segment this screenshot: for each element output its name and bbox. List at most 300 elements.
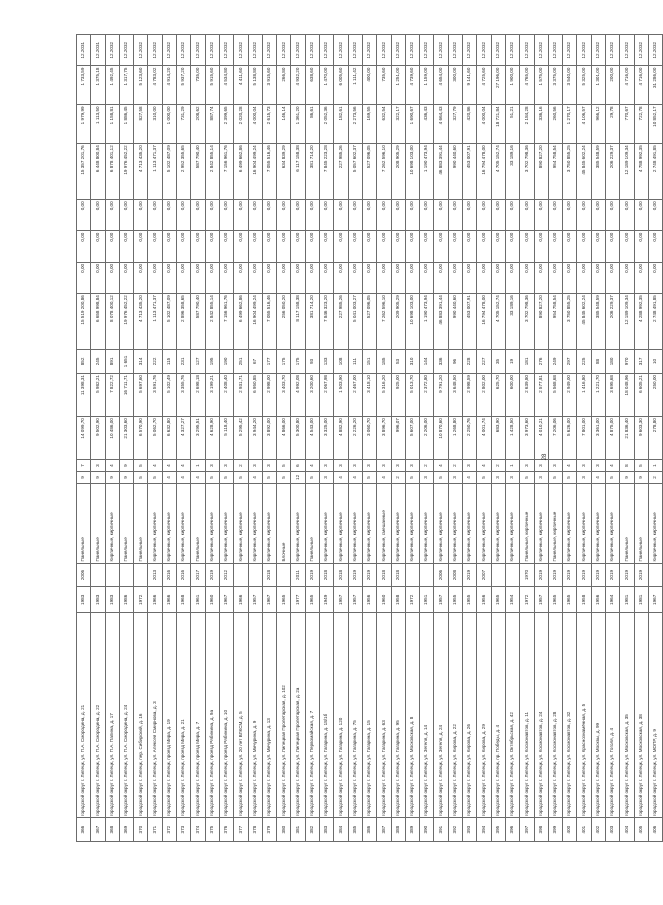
- table-row: [477, 35, 491, 842]
- table-cell: 0,00: [591, 200, 605, 231]
- table-cell: 0,00: [119, 231, 133, 262]
- table-cell: 0,00: [448, 262, 462, 293]
- table-cell: городской округ г. Липецк, проезд Рябинина, д. 9а: [205, 613, 219, 818]
- table-cell: Кирпичные, кирпичные: [420, 483, 434, 563]
- table-cell: 5 325,00: [577, 66, 591, 105]
- table-cell: городской округ г. Липецк, пр. Победы, д. 4: [491, 613, 505, 818]
- table-cell: [505, 563, 519, 587]
- table-cell: 0,00: [162, 200, 176, 231]
- table-cell: 527 096,05: [362, 144, 376, 200]
- table-cell: 4 534,80: [219, 66, 233, 105]
- table-cell: 2 842 855,14: [205, 144, 219, 200]
- table-cell: 1 428,50: [505, 416, 519, 459]
- table-cell: 1961: [191, 587, 205, 613]
- table-cell: 3 403,70: [277, 373, 291, 416]
- table-cell: 5 102 487,09: [162, 294, 176, 350]
- table-cell: 12.2032: [577, 35, 591, 66]
- table-cell: 4 992,08: [291, 373, 305, 416]
- table-cell: 1 690,67: [405, 105, 419, 144]
- table-cell: 0,00: [277, 231, 291, 262]
- table-cell: 0,00: [477, 200, 491, 231]
- table-row: [320, 35, 334, 842]
- table-cell: 2 226,20: [348, 416, 362, 459]
- table-cell: 1957: [348, 587, 362, 613]
- table-cell: 12.2032: [291, 35, 305, 66]
- table-cell: 453 007,91: [463, 144, 477, 200]
- table-row: [134, 35, 148, 842]
- table-cell: 0,00: [119, 262, 133, 293]
- table-cell: 1 733,59: [77, 66, 91, 105]
- table-row: [277, 35, 291, 842]
- table-cell: 1983: [77, 587, 91, 613]
- table-cell: 0,00: [362, 200, 376, 231]
- table-cell: 374: [191, 818, 205, 842]
- table-cell: 5: [305, 471, 319, 483]
- table-cell: 3: [534, 460, 548, 472]
- table-cell: 1 159,00: [420, 66, 434, 105]
- table-cell: 4 106,57: [577, 105, 591, 144]
- table-cell: 0,00: [391, 200, 405, 231]
- table-cell: [234, 563, 248, 587]
- table-cell: 6 448 800,84: [91, 144, 105, 200]
- table-cell: 4: [591, 471, 605, 483]
- table-cell: 4 713 435,20: [134, 294, 148, 350]
- table-cell: 0,00: [605, 200, 619, 231]
- table-cell: 12.2032: [405, 35, 419, 66]
- table-cell: 4 765,00: [520, 66, 534, 105]
- table-cell: 373: [177, 818, 191, 842]
- table-cell: 2 748 491,85: [648, 294, 662, 350]
- table-cell: Кирпичные, кирпичные: [334, 483, 348, 563]
- table-cell: городской округ г. Липецк, ул. 20 лет ВЛКСМ, д. 5: [234, 613, 248, 818]
- table-cell: [277, 563, 291, 587]
- table-cell: 33 189,16: [505, 294, 519, 350]
- table-cell: 400,00: [362, 66, 376, 105]
- table-row: [605, 35, 619, 842]
- table-cell: городской округ г. Липецк, ул. Гагарина, д. 75: [348, 613, 362, 818]
- table-cell: 0,00: [248, 200, 262, 231]
- table-cell: 8 078 400,12: [105, 294, 119, 350]
- table-cell: 31 286,00: [648, 66, 662, 105]
- table-cell: 625,70: [491, 373, 505, 416]
- table-cell: 1965: [563, 587, 577, 613]
- table-cell: 3: [548, 460, 562, 472]
- table-row: [577, 35, 591, 842]
- table-cell: 388: [391, 818, 405, 842]
- table-cell: 7 262 596,10: [377, 294, 391, 350]
- table-cell: 0,00: [334, 231, 348, 262]
- table-row: [291, 35, 305, 842]
- table-cell: 2 698,18: [191, 373, 205, 416]
- table-cell: 1 000,00: [162, 105, 176, 144]
- table-cell: 0,00: [362, 231, 376, 262]
- table-row: [262, 35, 276, 842]
- table-cell: городской округ г. Липецк, ул. П.А. Папина, д. 17: [105, 613, 119, 818]
- table-cell: 1 900,00: [505, 66, 519, 105]
- table-cell: 3: [320, 471, 334, 483]
- table-cell: 3: [420, 471, 434, 483]
- table-cell: 1966: [234, 587, 248, 613]
- table-cell: 4 788 992,35: [634, 144, 648, 200]
- table-cell: 0,00: [548, 231, 562, 262]
- page-number: 28: [542, 453, 548, 461]
- table-cell: Кирпичные, кирпичные: [248, 483, 262, 563]
- table-cell: 1960: [377, 587, 391, 613]
- table-cell: 9: [91, 471, 105, 483]
- table-cell: 4 000,04: [477, 105, 491, 144]
- table-cell: 371: [148, 818, 162, 842]
- table-cell: 4: [334, 471, 348, 483]
- table-cell: 404: [620, 818, 634, 842]
- table-cell: 12.2032: [548, 35, 562, 66]
- table-cell: городской округ г. Липецк, проезд Мира, д. 19: [162, 613, 176, 818]
- table-cell: 827,58: [134, 105, 148, 144]
- table-cell: 5: [277, 460, 291, 472]
- table-cell: городской округ г. Липецк, ул. Кирова, д. 26: [463, 613, 477, 818]
- table-cell: 151: [362, 350, 376, 374]
- table-cell: Кирпичные, кирпичные: [463, 483, 477, 563]
- table-cell: 245: [91, 350, 105, 374]
- table-cell: 2 052,36: [320, 105, 334, 144]
- table-cell: 115: [162, 350, 176, 374]
- table-cell: 0,00: [534, 231, 548, 262]
- table-cell: 5: [634, 460, 648, 472]
- table-cell: 1983: [91, 587, 105, 613]
- table-cell: 7 055 516,46: [262, 144, 276, 200]
- table-cell: 385 548,59: [591, 294, 605, 350]
- table-cell: 12.2032: [448, 35, 462, 66]
- table-cell: 0,00: [405, 231, 419, 262]
- table-cell: 3: [219, 460, 233, 472]
- table-cell: 182,61: [334, 105, 348, 144]
- table-cell: 6 499 662,86: [234, 294, 248, 350]
- table-cell: 12.2032: [634, 35, 648, 66]
- table-cell: 372: [162, 818, 176, 842]
- table-cell: 0,00: [477, 262, 491, 293]
- table-cell: 0,00: [219, 262, 233, 293]
- table-cell: 5: [605, 471, 619, 483]
- table-cell: городской округ г. Липецк, ул. Октябрьская, д. 42: [505, 613, 519, 818]
- table-cell: 21 836,40: [620, 416, 634, 459]
- table-row: [463, 35, 477, 842]
- table-cell: 53: [391, 350, 405, 374]
- table-cell: 2: [491, 460, 505, 472]
- table-cell: 2016: [162, 563, 176, 587]
- table-cell: 0,00: [219, 231, 233, 262]
- table-cell: Кирпичные, кирпичные: [177, 483, 191, 563]
- table-cell: 3: [320, 460, 334, 472]
- table-cell: 14 099,70: [77, 416, 91, 459]
- table-cell: 1 111,42: [348, 66, 362, 105]
- table-cell: 0,00: [577, 262, 591, 293]
- table-cell: 3: [377, 460, 391, 472]
- table-cell: 399: [548, 818, 562, 842]
- table-cell: 260,56: [548, 105, 562, 144]
- table-cell: 0,00: [191, 231, 205, 262]
- table-cell: 0,00: [162, 231, 176, 262]
- table-cell: 0,00: [420, 231, 434, 262]
- table-cell: 33 189,16: [505, 144, 519, 200]
- table-cell: 5: [362, 471, 376, 483]
- table-cell: 175: [291, 350, 305, 374]
- table-cell: Кирпичные, кирпичные: [205, 483, 219, 563]
- table-cell: 5 300,80: [291, 416, 305, 459]
- table-cell: 2011: [291, 563, 305, 587]
- table-cell: городской округ г. Липецк, ул. Краснознамённая, д. 5: [577, 613, 591, 818]
- table-cell: Кирпичные, смешанные: [377, 483, 391, 563]
- table-cell: 27 196,00: [491, 66, 505, 105]
- table-cell: 1 268,80: [448, 416, 462, 459]
- table-cell: городской округ г. Липецк, ул. Москвы, д. 99: [591, 613, 605, 818]
- table-cell: Кирпичные, кирпичные: [505, 483, 519, 563]
- table-cell: 0,00: [191, 262, 205, 293]
- table-cell: 16 904 499,24: [248, 294, 262, 350]
- table-cell: 5: [219, 471, 233, 483]
- table-cell: 1 470,00: [320, 66, 334, 105]
- table-cell: 3 540,00: [563, 66, 577, 105]
- table-cell: 0,00: [105, 262, 119, 293]
- table-cell: 5 295,42: [234, 416, 248, 459]
- table-cell: 0,00: [548, 262, 562, 293]
- table-row: [534, 35, 548, 842]
- table-cell: 369: [119, 818, 133, 842]
- table-cell: 12.2031: [77, 35, 91, 66]
- table-cell: 322,17: [391, 105, 405, 144]
- table-cell: 4 705 152,74: [491, 294, 505, 350]
- table-cell: 12.2032: [491, 35, 505, 66]
- table-cell: 3: [491, 471, 505, 483]
- table-cell: 12.2032: [119, 35, 133, 66]
- table-cell: 1960: [205, 587, 219, 613]
- table-cell: 403: [605, 818, 619, 842]
- table-cell: 395: [491, 818, 505, 842]
- table-row: [191, 35, 205, 842]
- table-cell: 2 802,00: [477, 373, 491, 416]
- table-cell: городской округ г. Липецк, ул. Космонавтов, д. 32: [563, 613, 577, 818]
- table-cell: 375: [205, 818, 219, 842]
- table-row: [334, 35, 348, 842]
- table-cell: 3: [448, 471, 462, 483]
- table-cell: 297: [563, 350, 577, 374]
- table-cell: 389: [405, 818, 419, 842]
- table-cell: 0,00: [463, 200, 477, 231]
- table-cell: городской округ г. Липецк, ул. Кирова, д. 22: [448, 613, 462, 818]
- table-cell: 1 375,18: [91, 66, 105, 105]
- table-cell: Кирпичные, кирпичные: [563, 483, 577, 563]
- table-cell: 144: [420, 350, 434, 374]
- table-cell: 2 577,81: [534, 373, 548, 416]
- table-cell: 0,00: [348, 200, 362, 231]
- table-cell: [119, 563, 133, 587]
- table-cell: 4 327,27: [177, 416, 191, 459]
- table-cell: 1 113 471,37: [148, 294, 162, 350]
- table-cell: 406: [648, 818, 662, 842]
- table-cell: 0,00: [434, 262, 448, 293]
- table-cell: 0,00: [448, 200, 462, 231]
- table-cell: 990 440,60: [448, 294, 462, 350]
- table-cell: 2 467,00: [348, 373, 362, 416]
- table-cell: 5: [134, 471, 148, 483]
- table-row: [77, 35, 91, 842]
- table-cell: 1972: [520, 587, 534, 613]
- table-cell: 1956: [362, 587, 376, 613]
- table-cell: 1: [648, 460, 662, 472]
- table-cell: 735,00: [191, 66, 205, 105]
- table-cell: [405, 563, 419, 587]
- table-cell: 2019: [577, 563, 591, 587]
- table-cell: 386: [362, 818, 376, 842]
- table-cell: 6 632,80: [162, 416, 176, 459]
- table-cell: 12.2032: [534, 35, 548, 66]
- table-cell: 227 985,26: [334, 144, 348, 200]
- table-cell: Кирпичные, кирпичные: [648, 483, 662, 563]
- table-cell: 3 702 798,36: [520, 144, 534, 200]
- table-cell: 88: [591, 350, 605, 374]
- table-cell: 3 418,10: [362, 373, 376, 416]
- table-cell: 2018: [391, 563, 405, 587]
- table-cell: городской округ г. Липецк, ул. Мичурина, д. 13: [262, 613, 276, 818]
- table-cell: 45 845 602,24: [577, 144, 591, 200]
- table-row: [377, 35, 391, 842]
- table-cell: 0,00: [648, 231, 662, 262]
- table-cell: 2: [391, 471, 405, 483]
- table-cell: 0,00: [620, 262, 634, 293]
- table-cell: 12.2032: [148, 35, 162, 66]
- table-cell: 9 141,60: [463, 66, 477, 105]
- table-cell: 3 750 855,25: [563, 144, 577, 200]
- table-cell: 108: [334, 350, 348, 374]
- table-cell: [134, 563, 148, 587]
- table-cell: 209 905,29: [391, 294, 405, 350]
- table-cell: 1957: [434, 587, 448, 613]
- table-cell: 5 102 487,09: [162, 144, 176, 200]
- table-cell: 0,00: [534, 262, 548, 293]
- table-cell: 2 399,65: [219, 105, 233, 144]
- table-cell: 208,62: [191, 105, 205, 144]
- table-cell: 5 138,80: [248, 66, 262, 105]
- table-cell: 0,00: [262, 231, 276, 262]
- table-cell: 0,00: [605, 231, 619, 262]
- table-cell: 0,00: [177, 200, 191, 231]
- table-cell: 966,12: [591, 105, 605, 144]
- table-cell: 16 794 478,00: [477, 294, 491, 350]
- table-cell: 1965: [277, 587, 291, 613]
- table-cell: городской округ г. Липецк, ул. Гагарина, д. 95: [391, 613, 405, 818]
- table-cell: 228: [463, 350, 477, 374]
- table-cell: 9 791,20: [434, 373, 448, 416]
- table-cell: 2008: [448, 563, 462, 587]
- table-cell: 0,00: [648, 200, 662, 231]
- table-cell: 86,61: [305, 105, 319, 144]
- table-cell: 6 570,90: [134, 416, 148, 459]
- table-cell: 12.2032: [563, 35, 577, 66]
- table-cell: 0,00: [620, 200, 634, 231]
- table-cell: 0,00: [205, 200, 219, 231]
- table-cell: 527 096,05: [362, 294, 376, 350]
- table-cell: [648, 563, 662, 587]
- table-cell: Кирпичные, кирпичные: [391, 483, 405, 563]
- table-cell: 405: [634, 818, 648, 842]
- table-cell: 2 020,28: [234, 105, 248, 144]
- table-cell: 1981: [634, 587, 648, 613]
- table-cell: 380: [277, 818, 291, 842]
- table-cell: 2019: [534, 563, 548, 587]
- table-cell: 770,67: [620, 105, 634, 144]
- table-cell: 4: [463, 471, 477, 483]
- table-cell: 0,00: [291, 262, 305, 293]
- table-cell: 954 758,54: [548, 144, 562, 200]
- table-cell: 67: [248, 350, 262, 374]
- table-cell: Панельные: [77, 483, 91, 563]
- table-cell: 4: [434, 460, 448, 472]
- table-cell: 4: [105, 460, 119, 472]
- table-cell: 2: [448, 460, 462, 472]
- table-cell: 1957: [248, 587, 262, 613]
- table-cell: 0,00: [205, 262, 219, 293]
- table-cell: 3: [505, 471, 519, 483]
- table-cell: 2 842 855,14: [205, 294, 219, 350]
- table-cell: 1955: [448, 587, 462, 613]
- table-cell: городской округ г. Липецк, ул. Гагарина, д. 63: [377, 613, 391, 818]
- table-cell: 397: [520, 818, 534, 842]
- table-cell: 133: [320, 350, 334, 374]
- table-cell: 12.2032: [377, 35, 391, 66]
- table-cell: 0,00: [134, 231, 148, 262]
- table-cell: 18 048,96: [620, 373, 634, 416]
- table-cell: 1954: [505, 587, 519, 613]
- table-cell: городской округ г. Липецк, ул. Зегеля, д. 24: [434, 613, 448, 818]
- table-cell: 377: [234, 818, 248, 842]
- table-cell: 5: [434, 471, 448, 483]
- table-cell: 4: [605, 460, 619, 472]
- table-cell: 1 651: [119, 350, 133, 374]
- table-cell: Кирпичные, кирпичные: [291, 483, 305, 563]
- table-cell: 5: [520, 471, 534, 483]
- table-cell: 4 866,00: [277, 416, 291, 459]
- table-cell: 2006: [77, 563, 91, 587]
- table-cell: 300,00: [448, 66, 462, 105]
- table-row: [305, 35, 319, 842]
- table-cell: 2 949,00: [563, 373, 577, 416]
- table-cell: 1 113,50: [91, 105, 105, 144]
- table-cell: 0,00: [277, 262, 291, 293]
- table-cell: 0,00: [405, 200, 419, 231]
- table-cell: 1957: [334, 587, 348, 613]
- table-cell: 12.2032: [605, 35, 619, 66]
- table-cell: городской округ г. Липецк, ул. Зегеля, д. 14: [420, 613, 434, 818]
- table-cell: 731,29: [177, 105, 191, 144]
- table-cell: 4 543,00: [305, 416, 319, 459]
- table-cell: 3 060,70: [362, 416, 376, 459]
- table-cell: 1983: [105, 587, 119, 613]
- table-cell: 2: [648, 471, 662, 483]
- table-cell: 1981: [620, 587, 634, 613]
- table-cell: 5 982,21: [91, 373, 105, 416]
- table-cell: 5: [262, 471, 276, 483]
- table-cell: 12.2032: [620, 35, 634, 66]
- table-cell: 10 870,60: [434, 416, 448, 459]
- table-cell: 19: [505, 350, 519, 374]
- table-cell: 0,00: [420, 200, 434, 231]
- table-cell: 12.2031: [91, 35, 105, 66]
- table-row: [219, 35, 233, 842]
- table-cell: [105, 563, 119, 587]
- table-cell: 1966: [162, 587, 176, 613]
- table-cell: 5 102,49: [162, 373, 176, 416]
- table-cell: 5 568,68: [548, 373, 562, 416]
- table-cell: 1956: [477, 587, 491, 613]
- table-cell: 890 827,20: [534, 294, 548, 350]
